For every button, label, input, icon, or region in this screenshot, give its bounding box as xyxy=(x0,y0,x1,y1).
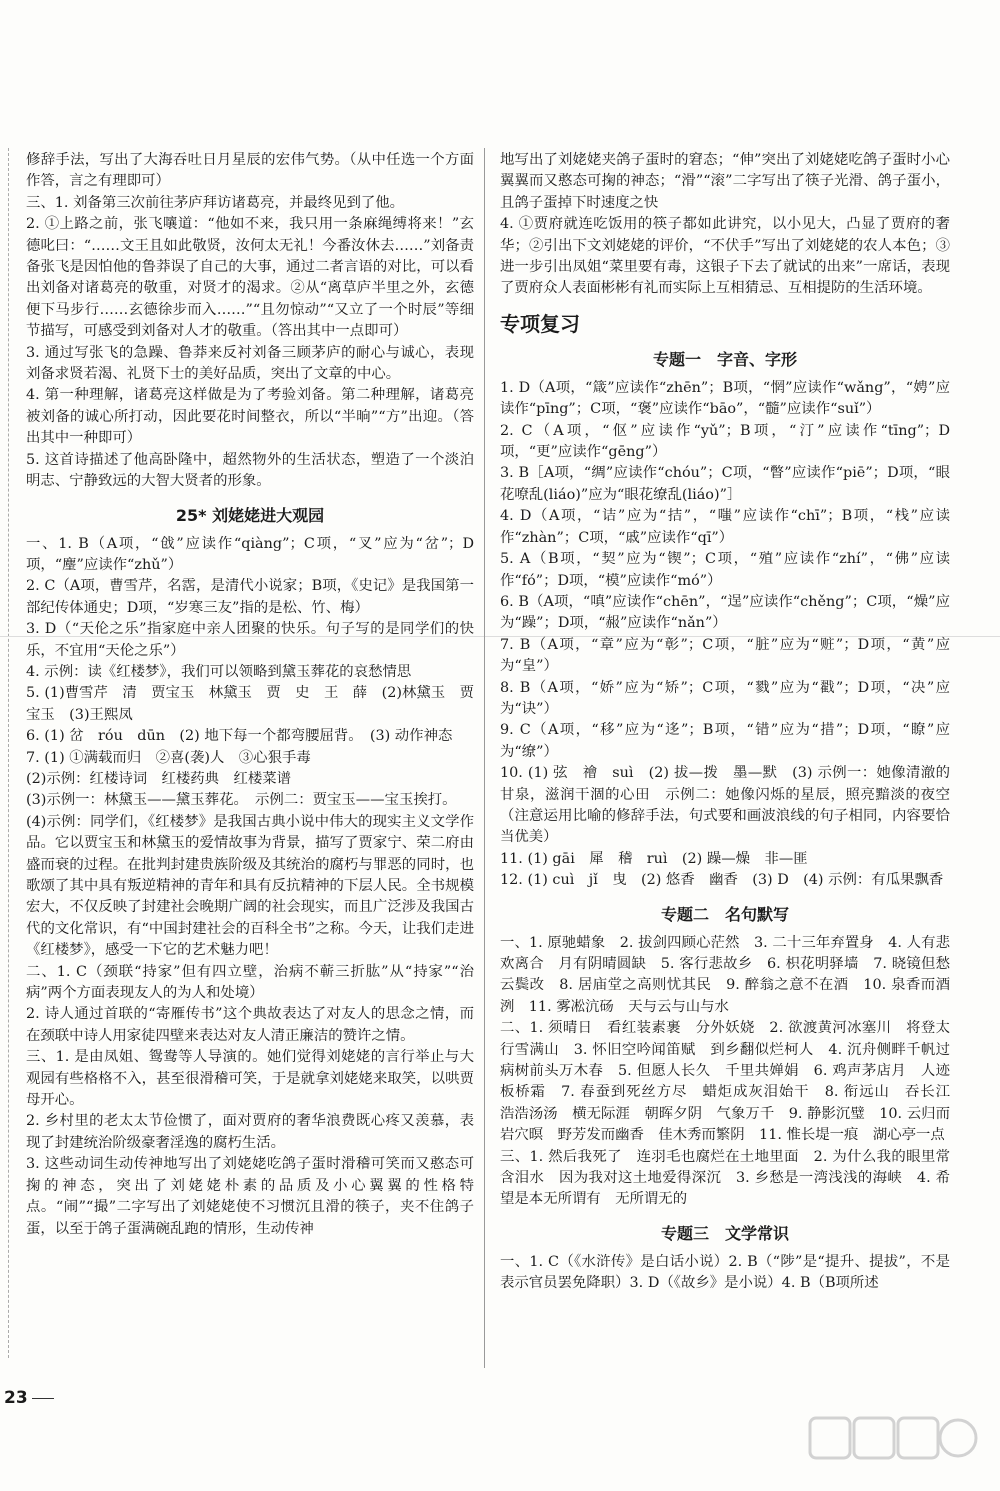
answer-paragraph: 2. 诗人通过首联的“寄雁传书”这个典故表达了对友人的思念之情，而在颈联中诗人用家徒四壁来表达对友人清正廉洁的赞许之情。 xyxy=(26,1006,474,1044)
answer-paragraph: 10. (1) 弦 禬 suì (2) 拔—拨 墨—默 (3) 示例一：她像清澈的甘泉，滋润干涸的心田 示例二：她像闪烁的星辰，照亮黯淡的夜空（注意运用比喻的修辞手法，句式要和画波浪线的句子相同，内容要恰当优美） xyxy=(500,765,950,846)
answer-paragraph: 4. ①贾府就连吃饭用的筷子都如此讲究，以小见大，凸显了贾府的奢华；②引出下文刘姥姥的评价，“不伏手”写出了刘姥姥的农人本色；③进一步引出凤姐“菜里要有毒，这银子下去了就试的出来”一席话，表现了贾府众人表面彬彬有礼而实际上互相猜忌、互相提防的生活环境。 xyxy=(500,216,950,297)
answer-paragraph: 地写出了刘姥姥夹鸽子蛋时的窘态；“伸”突出了刘姥姥吃鸽子蛋时小心翼翼而又憨态可掬的神态；“滑”“滚”二字写出了筷子光滑、鸽子蛋小，且鸽子蛋掉下时速度之快 xyxy=(500,152,950,211)
answer-paragraph: 1. D（A项，“箴”应读作“zhēn”；B项，“惘”应读作“wǎng”，“娉”应读作“pīng”；C项，“褒”应读作“bāo”，“髓”应读作“suǐ”） xyxy=(500,379,950,418)
answer-paragraph: 一、1. B（A项，“戗”应读作“qiàng”；C项，“叉”应为“岔”；D项，“麈”应读作“zhǔ”） xyxy=(26,535,474,573)
left-column xyxy=(26,150,474,1240)
answer-paragraph: 二、1. 须晴日 看红装素裹 分外妖娆 2. 欲渡黄河冰塞川 将登太行雪满山 3. 怀旧空吟闻笛赋 到乡翻似烂柯人 4. 沉舟侧畔千帆过 病树前头万木春 5. 但愿人长久 千里共婵娟 6. 鸡声茅店月 人迹板桥霜 7. 春蚕到死丝方尽 蜡炬成灰泪始干 8. 衔远山 吞长江 浩浩汤汤 横无际涯 朝晖夕阴 气象万千 9. 静影沉璧 10. 云归而岩穴暝 野芳发而幽香 佳木秀而繁阴 11. 惟长堤一痕 湖心亭一点 xyxy=(500,1020,965,1144)
answer-paragraph: 三、1. 是由凤姐、鸳鸯等人导演的。她们觉得刘姥姥的言行举止与大观园有些格格不入，甚至很滑稽可笑，于是就拿刘姥姥来取笑，以哄贾母开心。 xyxy=(26,1049,474,1109)
answer-paragraph: 3. 这些动词生动传神地写出了刘姥姥吃鸽子蛋时滑稽可笑而又憨态可掬的神态，突出了刘姥姥朴素的品质及小心翼翼的性格特点。“闹”“撮”二字写出了刘姥姥使不习惯沉且滑的筷子，夹不住鸽子蛋，以至于鸽子蛋满碗乱跑的情形，生动传神 xyxy=(26,1156,474,1237)
answer-paragraph: 修辞手法，写出了大海吞吐日月星辰的宏伟气势。（从中任选一个方面作答，言之有理即可） xyxy=(26,152,474,190)
answer-paragraph: 二、1. C（颈联“持家”但有四立壁，治病不蕲三折肱”从“持家”“治病”两个方面表现友人的为人和处境） xyxy=(26,963,474,1002)
answer-paragraph: 12. (1) cuì jǐ 曳 (2) 悠香 幽香 (3) D (4) 示例：有瓜果飘香 xyxy=(500,872,944,889)
answer-paragraph: 4. 第一种理解，诸葛亮这样做是为了考验刘备。第二种理解，诸葛亮被刘备的诚心所打动，因此要花时间整衣，所以“半晌”“方”出迎。（答出其中一种即可） xyxy=(26,387,474,447)
answer-paragraph: (3)示例一：林黛玉——黛玉葬花。 示例二：贾宝玉——宝玉挨打。 xyxy=(26,792,457,809)
answer-paragraph: 7. (1) ①满载而归 ②喜(袭)人 ③心狠手毒 xyxy=(26,749,311,766)
page-number xyxy=(4,1388,54,1408)
answer-paragraph: 3. 通过写张飞的急躁、鲁莽来反衬刘备三顾茅庐的耐心与诚心，表现刘备求贤若渴、礼贤下士的美好品质，突出了文章的中心。 xyxy=(26,344,474,383)
answer-paragraph: 5. A（B项，“契”应为“锲”；C项，“殖”应读作“zhí”，“佛”应读作“fó”；D项，“模”应读作“mó”） xyxy=(500,551,950,589)
answer-paragraph: 三、1. 刘备第三次前往茅庐拜访诸葛亮，并最终见到了他。 xyxy=(26,194,405,211)
watermark-logo xyxy=(806,1412,982,1480)
answer-paragraph: (4)示例：同学们，《红楼梦》是我国古典小说中伟大的现实主义文学作品。它以贾宝玉和林黛玉的爱情故事为背景，描写了贾家宁、荣二府由盛而衰的过程。在批判封建贵族阶级及其统治的腐朽与罪恶的同时，也歌颂了其中具有叛逆精神的青年和具有反抗精神的下层人民。全书规模宏大，不仅反映了封建社会晚期广阔的社会现实，而且广泛涉及我国古代的文化常识，有“中国封建社会的百科全书”之称。今天，让我们走进《红楼梦》，感受一下它的艺术魅力吧！ xyxy=(26,813,474,959)
answer-paragraph: 7. B（A项，“章”应为“彰”；C项，“脏”应为“赃”；D项，“黄”应为“皇”） xyxy=(500,636,950,675)
answer-paragraph: 三、1. 然后我死了 连羽毛也腐烂在土地里面 2. 为什么我的眼里常含泪水 因为我对这土地爱得深沉 3. 乡愁是一湾浅浅的海峡 4. 希望是本无所谓有 无所谓无的 xyxy=(500,1148,950,1208)
answer-paragraph: 4. D（A项，“诘”应为“拮”，“嗤”应读作“chī”；B项，“栈”应读作“zhàn”；C项，“戚”应读作“qī”） xyxy=(500,508,950,546)
answer-paragraph: 9. C（A项，“移”应为“迻”；B项，“错”应为“措”；D项，“瞭”应为“缭”） xyxy=(500,722,950,760)
answer-paragraph: 5. 这首诗描述了他高卧隆中，超然物外的生活状态，塑造了一个淡泊明志、宁静致远的大智大贤者的形象。 xyxy=(26,451,474,490)
answer-paragraph: 2. ①上路之前，张飞嚷道：“他如不来，我只用一条麻绳缚将来！”玄德叱曰：“……文王且如此敬贤，汝何太无礼！今番汝休去……”刘备责备张飞是因怕他的鲁莽误了自己的大事，通过二者言语的对比，可以看出刘备对诸葛亮的敬重，对贤才的渴求。②从“离草庐半里之外，玄德便下马步行……玄德徐步而入……”“且勿惊动”“又立了一个时辰”等细节描写，可感受到刘备对人才的敬重。（答出其中一点即可） xyxy=(26,216,474,340)
answer-paragraph: 6. B（A项，“嗔”应读作“chēn”，“逞”应读作“chěng”；C项，“燥”应为“躁”；D项，“赧”应读作“nǎn”） xyxy=(500,593,950,632)
left-binding-guide xyxy=(8,148,9,1358)
topic-title: 专题二 名句默写 xyxy=(660,904,789,924)
answer-paragraph: 一、1. 原驰蜡象 2. 拔剑四顾心茫然 3. 二十三年弃置身 4. 人有悲欢离合 月有阴晴圆缺 5. 客行悲故乡 6. 枳花明驿墙 7. 晓镜但愁云鬓改 8. 居庙堂之高则忧其民 9. 醉翁之意不在酒 10. 泉香而酒洌 11. 雾凇沆砀 天与云与山与水 xyxy=(500,934,950,1015)
answer-paragraph: 4. 示例：读《红楼梦》，我们可以领略到黛玉葬花的哀愁情思 xyxy=(26,663,412,680)
answer-paragraph: 一、1. C（《水浒传》是白话小说）2. B（“陟”是“提升、提拔”，不是表示官员罢免降职）3. D（《故乡》是小说）4. B（B项所述 xyxy=(500,1253,950,1292)
answer-paragraph: 2. 乡村里的老太太节俭惯了，面对贾府的奢华浪费既心疼又羡慕，表现了封建统治阶级豪奢淫逸的腐朽生活。 xyxy=(26,1113,474,1151)
column-divider xyxy=(484,148,485,1368)
page-number-rule xyxy=(32,1398,54,1399)
answer-paragraph: (2)示例：红楼诗词 红楼药典 红楼菜谱 xyxy=(26,770,292,787)
answer-paragraph: 3. D（“天伦之乐”指家庭中亲人团聚的快乐。句子写的是同学们的快乐，不宜用“天伦之乐”） xyxy=(26,621,474,659)
topic-title: 专题一 字音、字形 xyxy=(652,349,797,369)
answer-paragraph: 8. B（A项，“娇”应为“矫”；C项，“戮”应为“戳”；D项，“决”应为“诀”） xyxy=(500,679,950,717)
answer-paragraph: 3. B［A项，“绸”应读作“chóu”；C项，“瞥”应读作“piē”；D项，“眼花嘹乱(liáo)”应为“眼花缭乱(liáo)”］ xyxy=(500,465,950,503)
right-column xyxy=(500,150,965,1295)
answer-paragraph: 2. C（A项，“伛”应读作“yǔ”；B项，“汀”应读作“tīng”；D项，“更”应读作“gēng”） xyxy=(500,422,950,461)
topic-title: 专题三 文学常识 xyxy=(660,1223,789,1243)
section-title: 专项复习 xyxy=(500,311,580,336)
answer-paragraph: 6. (1) 岔 róu dūn (2) 地下每一个都弯腰屈背。 (3) 动作神态 xyxy=(26,728,453,745)
page-number-text: 23 xyxy=(4,1388,28,1408)
answer-paragraph: 11. (1) gāi 犀 稽 ruì (2) 躁—燥 非—匪 xyxy=(500,850,808,867)
answer-paragraph: 2. C（A项，曹雪芹，名霑，是清代小说家；B项，《史记》是我国第一部纪传体通史；D项，“岁寒三友”指的是松、竹、梅） xyxy=(26,578,474,616)
answer-paragraph: 5. (1)曹雪芹 清 贾宝玉 林黛玉 贾 史 王 薛 (2)林黛玉 贾宝玉 (3)王熙凤 xyxy=(26,685,474,723)
topic-title: 25* 刘姥姥进大观园 xyxy=(175,505,325,525)
